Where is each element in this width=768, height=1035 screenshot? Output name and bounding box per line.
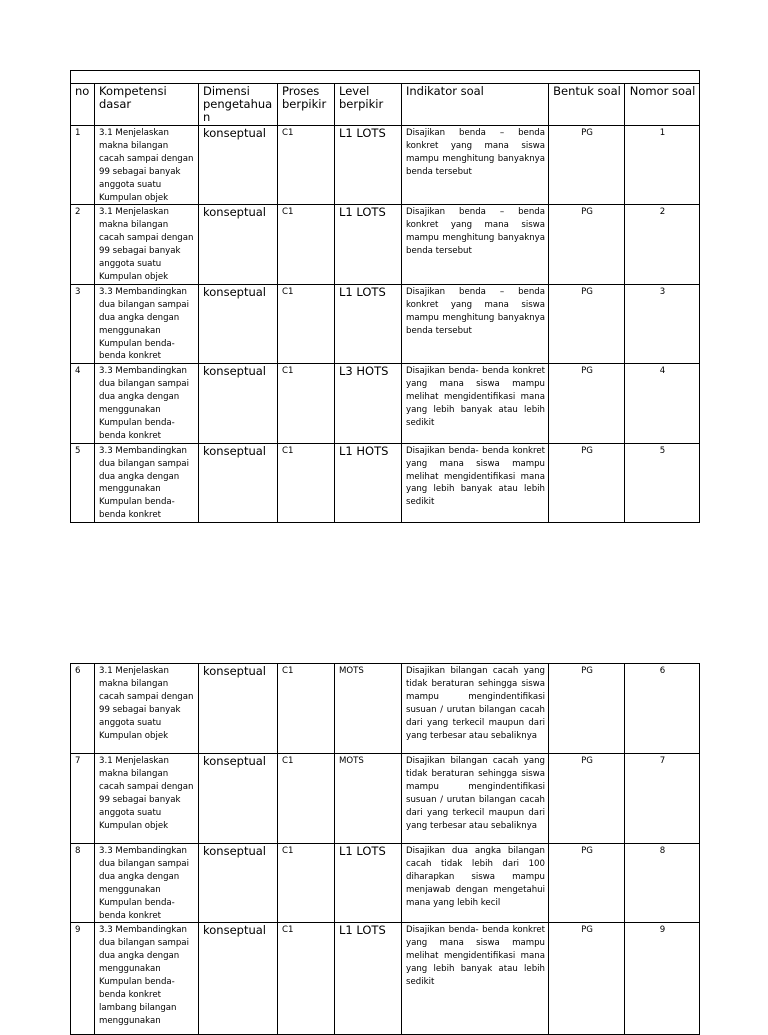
table-row	[71, 205, 700, 284]
cell-indikator: Disajikan bilangan cacah yang tidak beraturan sehingga siswa mampu mengindentifikasi susuan / urutan bilangan cacah dari yang terkecil maupun dari yang terbesar atau sebaliknya	[402, 664, 549, 754]
cell-no: 5	[71, 443, 95, 522]
cell-dimensi: konseptual	[199, 844, 278, 923]
table-row	[71, 844, 700, 923]
cell-proses: C1	[278, 284, 335, 363]
cell-no: 4	[71, 364, 95, 443]
cell-dimensi: konseptual	[199, 923, 278, 1035]
cell-kompetensi-dasar: 3.3 Membandingkan dua bilangan sampai dua angka dengan menggunakan Kumpulan benda-benda konkret lambang bilangan menggunakan	[95, 923, 199, 1035]
cell-no: 1	[71, 126, 95, 205]
cell-kompetensi-dasar: 3.3 Membandingkan dua bilangan sampai dua angka dengan menggunakan Kumpulan benda-benda konkret	[95, 844, 199, 923]
cell-nomor: 5	[625, 443, 700, 522]
cell-dimensi: konseptual	[199, 205, 278, 284]
cell-proses: C1	[278, 205, 335, 284]
cell-bentuk: PG	[549, 284, 625, 363]
cell-indikator: Disajikan bilangan cacah yang tidak beraturan sehingga siswa mampu mengindentifikasi susuan / urutan bilangan cacah dari yang terkecil maupun dari yang terbesar atau sebaliknya	[402, 754, 549, 844]
header-proses-berpikir: Proses berpikir	[278, 84, 335, 126]
cell-level: L1 LOTS	[335, 844, 402, 923]
cell-level: L1 HOTS	[335, 443, 402, 522]
cell-no: 2	[71, 205, 95, 284]
cell-no: 8	[71, 844, 95, 923]
cell-proses: C1	[278, 443, 335, 522]
cell-kompetensi-dasar: 3.1 Menjelaskan makna bilangan cacah sampai dengan 99 sebagai banyak anggota suatu Kumpulan objek	[95, 126, 199, 205]
header-indikator-soal: Indikator soal	[402, 84, 549, 126]
cell-level: L1 LOTS	[335, 923, 402, 1035]
cell-bentuk: PG	[549, 126, 625, 205]
cell-no: 7	[71, 754, 95, 844]
table-row	[71, 664, 700, 754]
kisi-kisi-table-2	[70, 663, 700, 1035]
header-level-berpikir: Level berpikir	[335, 84, 402, 126]
table-row	[71, 923, 700, 1035]
cell-bentuk: PG	[549, 664, 625, 754]
header-bentuk-soal: Bentuk soal	[549, 84, 625, 126]
cell-level: L1 LOTS	[335, 126, 402, 205]
header-no: no	[71, 84, 95, 126]
table-row	[71, 284, 700, 363]
cell-nomor: 2	[625, 205, 700, 284]
table-row	[71, 364, 700, 443]
cell-dimensi: konseptual	[199, 754, 278, 844]
cell-kompetensi-dasar: 3.3 Membandingkan dua bilangan sampai dua angka dengan menggunakan Kumpulan benda-benda konkret	[95, 443, 199, 522]
cell-nomor: 7	[625, 754, 700, 844]
cell-nomor: 4	[625, 364, 700, 443]
cell-level: MOTS	[335, 754, 402, 844]
cell-indikator: Disajikan benda- benda konkret yang mana siswa mampu melihat mengidentifikasi mana yang lebih banyak atau lebih sedikit	[402, 364, 549, 443]
kisi-kisi-table-1	[70, 70, 700, 523]
header-kompetensi-dasar: Kompetensi dasar	[95, 84, 199, 126]
cell-proses: C1	[278, 844, 335, 923]
cell-kompetensi-dasar: 3.3 Membandingkan dua bilangan sampai dua angka dengan menggunakan Kumpulan benda-benda konkret	[95, 284, 199, 363]
cell-bentuk: PG	[549, 923, 625, 1035]
cell-nomor: 6	[625, 664, 700, 754]
cell-proses: C1	[278, 923, 335, 1035]
cell-kompetensi-dasar: 3.1 Menjelaskan makna bilangan cacah sampai dengan 99 sebagai banyak anggota suatu Kumpulan objek	[95, 664, 199, 754]
cell-indikator: Disajikan benda- benda konkret yang mana siswa mampu melihat mengidentifikasi mana yang lebih banyak atau lebih sedikit	[402, 923, 549, 1035]
cell-bentuk: PG	[549, 754, 625, 844]
cell-nomor: 3	[625, 284, 700, 363]
cell-bentuk: PG	[549, 844, 625, 923]
blank-row	[71, 71, 700, 84]
cell-nomor: 9	[625, 923, 700, 1035]
cell-indikator: Disajikan benda- benda konkret yang mana siswa mampu melihat mengidentifikasi mana yang lebih banyak atau lebih sedikit	[402, 443, 549, 522]
cell-indikator: Disajikan benda – benda konkret yang mana siswa mampu menghitung banyaknya benda tersebut	[402, 284, 549, 363]
cell-dimensi: konseptual	[199, 443, 278, 522]
table-row	[71, 443, 700, 522]
header-row	[71, 84, 700, 126]
cell-indikator: Disajikan benda – benda konkret yang mana siswa mampu menghitung banyaknya benda tersebut	[402, 205, 549, 284]
cell-dimensi: konseptual	[199, 664, 278, 754]
cell-no: 6	[71, 664, 95, 754]
cell-dimensi: konseptual	[199, 284, 278, 363]
cell-no: 9	[71, 923, 95, 1035]
cell-bentuk: PG	[549, 364, 625, 443]
table-row	[71, 126, 700, 205]
cell-proses: C1	[278, 754, 335, 844]
cell-proses: C1	[278, 364, 335, 443]
cell-bentuk: PG	[549, 443, 625, 522]
cell-level: L3 HOTS	[335, 364, 402, 443]
cell-nomor: 1	[625, 126, 700, 205]
cell-nomor: 8	[625, 844, 700, 923]
cell-proses: C1	[278, 126, 335, 205]
cell-level: L1 LOTS	[335, 205, 402, 284]
cell-indikator: Disajikan benda – benda konkret yang mana siswa mampu menghitung banyaknya benda tersebut	[402, 126, 549, 205]
cell-proses: C1	[278, 664, 335, 754]
cell-kompetensi-dasar: 3.1 Menjelaskan makna bilangan cacah sampai dengan 99 sebagai banyak anggota suatu Kumpulan objek	[95, 754, 199, 844]
cell-kompetensi-dasar: 3.1 Menjelaskan makna bilangan cacah sampai dengan 99 sebagai banyak anggota suatu Kumpulan objek	[95, 205, 199, 284]
cell-dimensi: konseptual	[199, 364, 278, 443]
cell-dimensi: konseptual	[199, 126, 278, 205]
cell-bentuk: PG	[549, 205, 625, 284]
cell-level: MOTS	[335, 664, 402, 754]
cell-level: L1 LOTS	[335, 284, 402, 363]
cell-no: 3	[71, 284, 95, 363]
table-row	[71, 754, 700, 844]
cell-indikator: Disajikan dua angka bilangan cacah tidak lebih dari 100 diharapkan siswa mampu menjawab dengan mengetahui mana yang lebih kecil	[402, 844, 549, 923]
header-nomor-soal: Nomor soal	[625, 84, 700, 126]
header-dimensi-pengetahuan: Dimensi pengetahua n	[199, 84, 278, 126]
cell-kompetensi-dasar: 3.3 Membandingkan dua bilangan sampai dua angka dengan menggunakan Kumpulan benda-benda konkret	[95, 364, 199, 443]
